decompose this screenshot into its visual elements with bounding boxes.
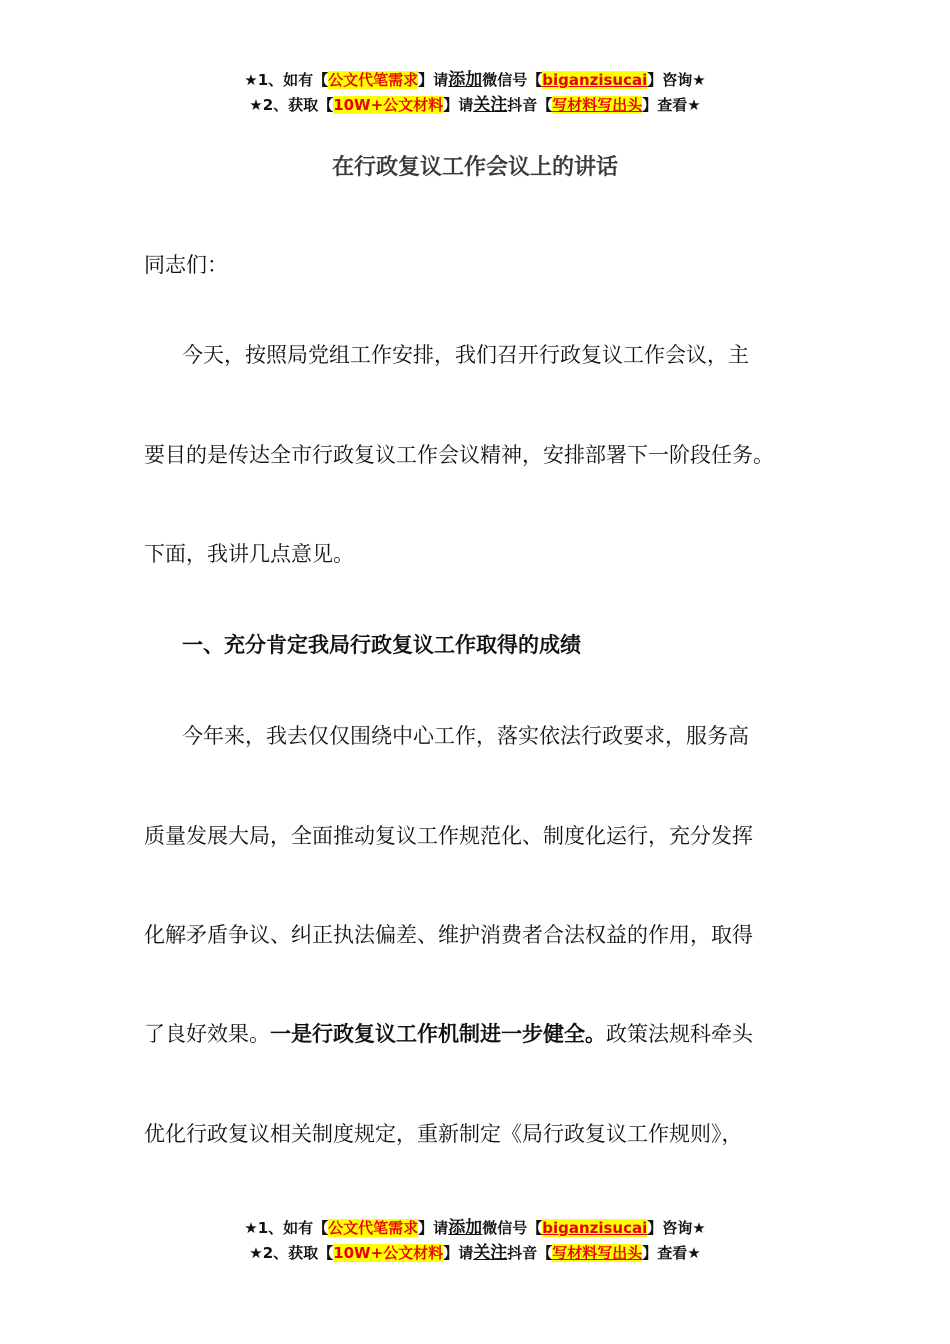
promo-text: 】请 bbox=[418, 1219, 449, 1237]
body-line: 质量发展大局，全面推动复议工作规范化、制度化运行，充分发挥 bbox=[144, 824, 753, 848]
promo-highlight: 10W+公文材料 bbox=[333, 1244, 444, 1262]
promo-text: 抖音【 bbox=[507, 96, 553, 114]
wechat-id-link[interactable]: biganzisucai bbox=[542, 71, 648, 89]
douyin-link[interactable]: 写材料写出头 bbox=[552, 96, 643, 114]
promo-line-1 bbox=[0, 68, 950, 93]
promo-text: ★2、获取【 bbox=[249, 1244, 334, 1262]
wechat-id-link[interactable]: biganzisucai bbox=[542, 1219, 648, 1237]
salutation: 同志们： bbox=[144, 253, 228, 277]
promo-highlight: 10W+公文材料 bbox=[333, 96, 444, 114]
body-line: 下面，我讲几点意见。 bbox=[144, 542, 354, 566]
promo-highlight: 公文代笔需求 bbox=[328, 1219, 419, 1237]
promo-text: 】请 bbox=[418, 71, 449, 89]
promo-text: 】请 bbox=[443, 1244, 474, 1262]
promo-text: ★2、获取【 bbox=[249, 96, 334, 114]
promo-line-1 bbox=[0, 1216, 950, 1241]
body-line: 今天，按照局党组工作安排，我们召开行政复议工作会议，主 bbox=[182, 343, 749, 367]
section-heading: 一、充分肯定我局行政复议工作取得的成绩 bbox=[182, 633, 581, 657]
body-line: 要目的是传达全市行政复议工作会议精神，安排部署下一阶段任务。 bbox=[144, 443, 774, 467]
promo-line-2 bbox=[0, 93, 950, 118]
footer-promo bbox=[0, 1216, 950, 1266]
promo-text: 】请 bbox=[443, 96, 474, 114]
promo-text: ★1、如有【 bbox=[244, 71, 329, 89]
promo-text: ★1、如有【 bbox=[244, 1219, 329, 1237]
promo-text: 】查看★ bbox=[642, 1244, 701, 1262]
promo-text: 】查看★ bbox=[642, 96, 701, 114]
header-promo bbox=[0, 68, 950, 118]
promo-text: 抖音【 bbox=[507, 1244, 553, 1262]
body-line-mixed bbox=[144, 1019, 824, 1049]
body-line: 今年来，我去仅仅围绕中心工作，落实依法行政要求，服务高 bbox=[182, 724, 749, 748]
promo-line-2 bbox=[0, 1241, 950, 1266]
promo-highlight: 公文代笔需求 bbox=[328, 71, 419, 89]
emphasis-text: 一是行政复议工作机制进一步健全。 bbox=[270, 1022, 606, 1046]
document-title: 在行政复议工作会议上的讲话 bbox=[331, 155, 618, 180]
promo-underline: 添加 bbox=[448, 70, 483, 90]
promo-underline: 关注 bbox=[473, 1243, 508, 1263]
body-line: 优化行政复议相关制度规定，重新制定《局行政复议工作规则》， bbox=[144, 1122, 743, 1146]
douyin-link[interactable]: 写材料写出头 bbox=[552, 1244, 643, 1262]
body-text: 政策法规科牵头 bbox=[606, 1022, 753, 1046]
promo-text: 微信号【 bbox=[482, 71, 543, 89]
promo-text: 】咨询★ bbox=[647, 1219, 706, 1237]
body-line: 化解矛盾争议、纠正执法偏差、维护消费者合法权益的作用，取得 bbox=[144, 923, 753, 947]
body-text: 了良好效果。 bbox=[144, 1022, 270, 1046]
promo-underline: 关注 bbox=[473, 95, 508, 115]
promo-text: 微信号【 bbox=[482, 1219, 543, 1237]
promo-underline: 添加 bbox=[448, 1218, 483, 1238]
promo-text: 】咨询★ bbox=[647, 71, 706, 89]
